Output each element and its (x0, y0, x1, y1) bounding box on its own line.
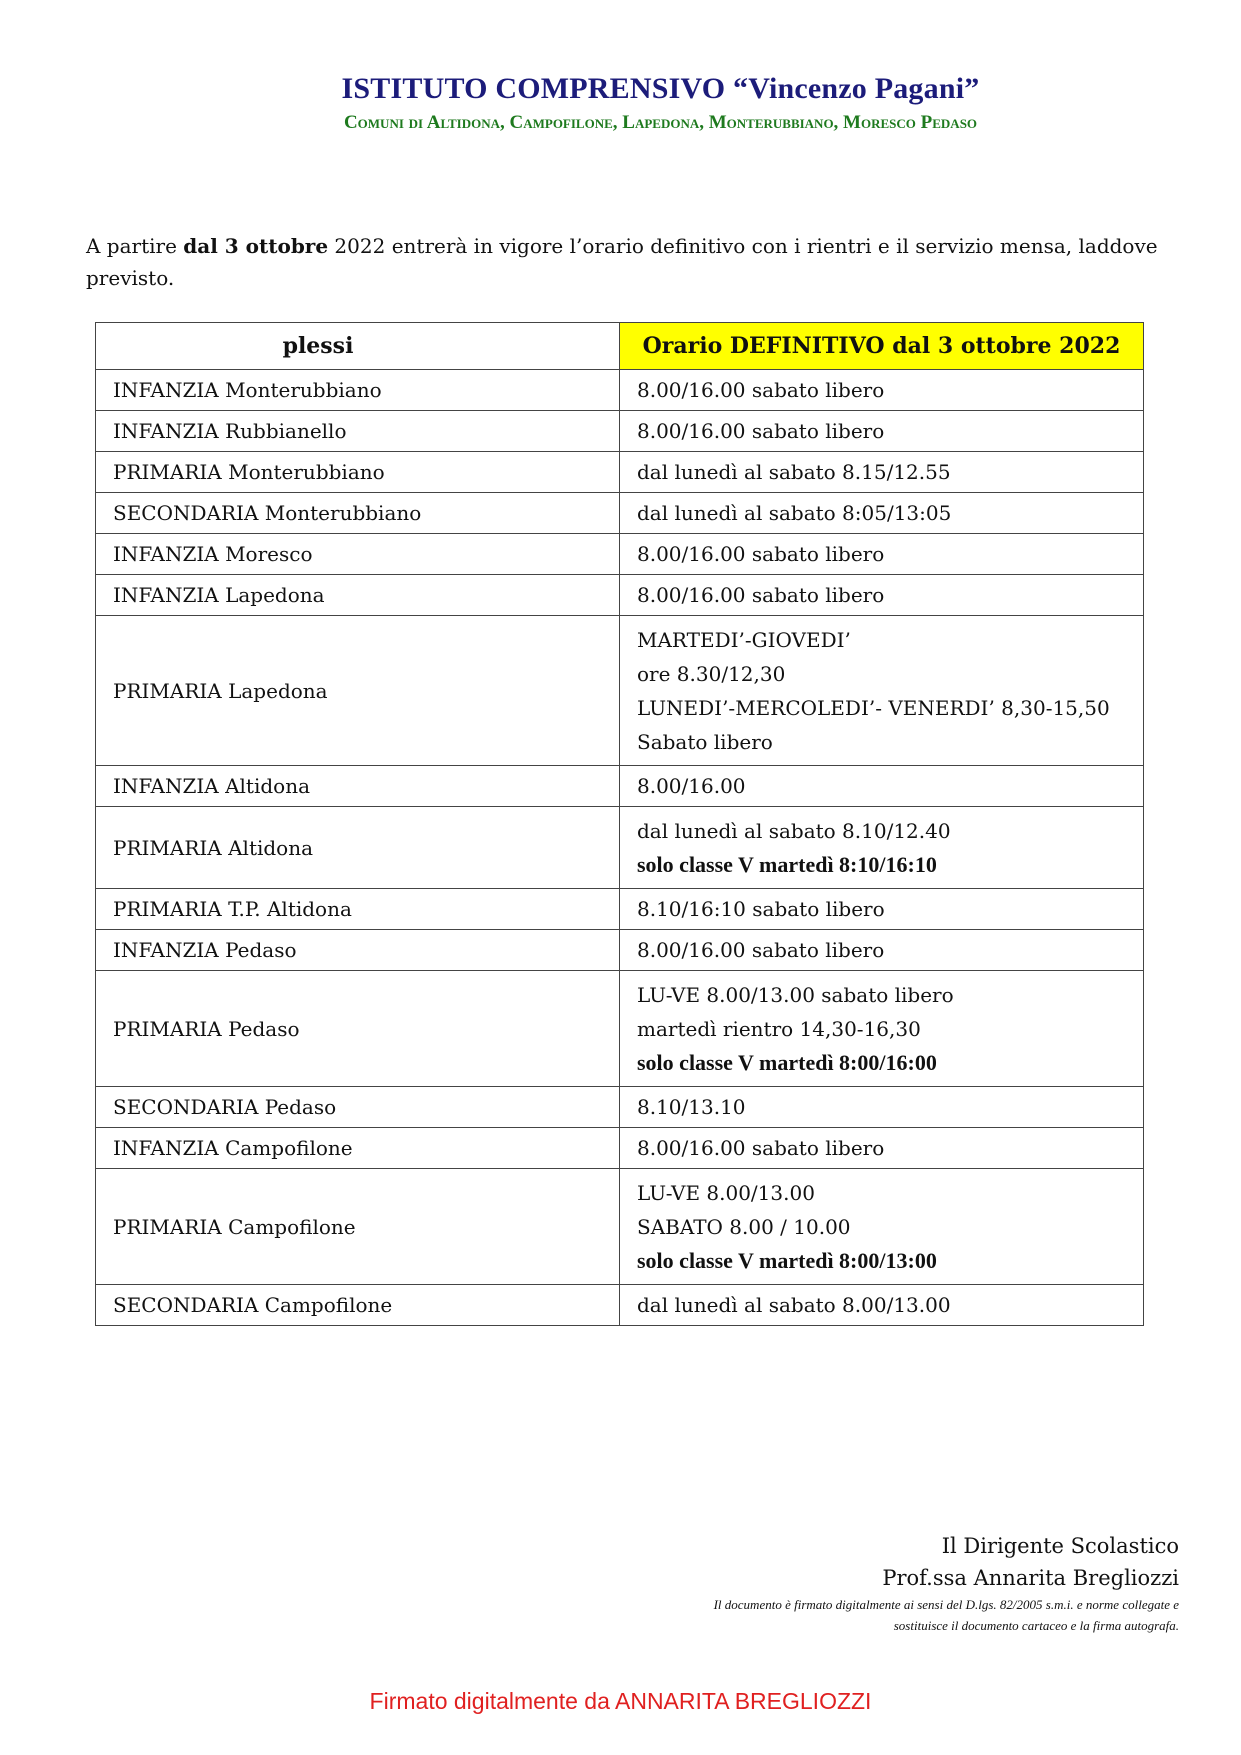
orario-line: 8.10/13.10 (637, 1095, 746, 1119)
header-orario: Orario DEFINITIVO dal 3 ottobre 2022 (620, 323, 1144, 370)
signature-role: Il Dirigente Scolastico (941, 1534, 1179, 1558)
table-row (96, 452, 1144, 493)
orario-line: ore 8.30/12,30 (637, 661, 786, 686)
institute-title: ISTITUTO COMPRENSIVO “Vincenzo Pagani” (341, 72, 980, 105)
orario-line: martedì rientro 14,30-16,30 (637, 1016, 921, 1041)
plesso-cell: INFANZIA Campofilone (96, 1128, 620, 1169)
signature-note (539, 1594, 1179, 1636)
digital-signature-stamp: Firmato digitalmente da ANNARITA BREGLIOZZI (369, 1688, 872, 1714)
orario-line: 8.00/16.00 sabato libero (637, 419, 885, 443)
orario-cell (620, 534, 1144, 575)
plesso-cell: PRIMARIA Altidona (96, 807, 620, 889)
orario-line: 8.00/16.00 sabato libero (637, 1136, 885, 1160)
orario-line: 8.00/16.00 (637, 774, 746, 798)
table-row (96, 889, 1144, 930)
table-row (96, 1169, 1144, 1285)
orario-line: 8.10/16:10 sabato libero (637, 897, 885, 921)
orario-line: LU-VE 8.00/13.00 (637, 1180, 815, 1205)
plesso-cell: INFANZIA Lapedona (96, 575, 620, 616)
table-row (96, 971, 1144, 1087)
orario-line: dal lunedì al sabato 8:05/13:05 (637, 501, 952, 525)
plesso-cell: PRIMARIA Monterubbiano (96, 452, 620, 493)
orario-line: solo classe V martedì 8:00/13:00 (637, 1247, 937, 1273)
intro-before: A partire (86, 234, 184, 258)
intro-bold: dal 3 ottobre (183, 234, 329, 258)
plesso-cell: INFANZIA Rubbianello (96, 411, 620, 452)
plesso-cell: INFANZIA Moresco (96, 534, 620, 575)
table-row (96, 493, 1144, 534)
orario-cell (620, 1128, 1144, 1169)
orario-cell (620, 616, 1144, 766)
orario-line: dal lunedì al sabato 8.10/12.40 (637, 818, 951, 843)
schedule-table (95, 322, 1144, 1326)
orario-line: 8.00/16.00 sabato libero (637, 938, 885, 962)
plesso-cell: SECONDARIA Monterubbiano (96, 493, 620, 534)
table-row (96, 766, 1144, 807)
plesso-cell: INFANZIA Altidona (96, 766, 620, 807)
orario-line: SABATO 8.00 / 10.00 (637, 1214, 851, 1239)
orario-cell (620, 889, 1144, 930)
orario-line: solo classe V martedì 8:10/16:10 (637, 851, 937, 877)
table-row (96, 370, 1144, 411)
signature-name: Prof.ssa Annarita Bregliozzi (882, 1566, 1179, 1590)
table-row (96, 930, 1144, 971)
signature-note-line1: Il documento è firmato digitalmente ai sensi del D.lgs. 82/2005 s.m.i. e norme collegate e (713, 1597, 1179, 1612)
table-header-row (96, 323, 1144, 370)
orario-cell (620, 1087, 1144, 1128)
plesso-cell: PRIMARIA Pedaso (96, 971, 620, 1087)
table-row (96, 534, 1144, 575)
signature-note-line2: sostituisce il documento cartaceo e la firma autografa. (893, 1618, 1179, 1633)
institute-subtitle: Comuni di Altidona, Campofilone, Lapedona, Monterubbiano, Moresco Pedaso (343, 112, 978, 133)
signature-block (882, 1530, 1179, 1594)
orario-cell (620, 1285, 1144, 1326)
orario-line: solo classe V martedì 8:00/16:00 (637, 1049, 937, 1075)
orario-cell (620, 971, 1144, 1087)
orario-cell (620, 452, 1144, 493)
orario-cell (620, 766, 1144, 807)
plesso-cell: SECONDARIA Pedaso (96, 1087, 620, 1128)
orario-cell (620, 807, 1144, 889)
header-plessi: plessi (96, 323, 620, 370)
orario-cell (620, 930, 1144, 971)
orario-cell (620, 493, 1144, 534)
table-row (96, 807, 1144, 889)
intro-paragraph (86, 230, 1166, 294)
plesso-cell: INFANZIA Pedaso (96, 930, 620, 971)
orario-line: 8.00/16.00 sabato libero (637, 542, 885, 566)
orario-line: LUNEDI’-MERCOLEDI’- VENERDI’ 8,30-15,50 (637, 695, 1110, 720)
orario-line: dal lunedì al sabato 8.15/12.55 (637, 460, 951, 484)
table-row (96, 1128, 1144, 1169)
plesso-cell: SECONDARIA Campofilone (96, 1285, 620, 1326)
plesso-cell: PRIMARIA T.P. Altidona (96, 889, 620, 930)
orario-line: MARTEDI’-GIOVEDI’ (637, 627, 851, 652)
intro-after: 2022 entrerà in vigore l’orario definitivo con i rientri e il servizio mensa, laddove previsto. (86, 234, 1158, 290)
plesso-cell: INFANZIA Monterubbiano (96, 370, 620, 411)
plesso-cell: PRIMARIA Lapedona (96, 616, 620, 766)
table-row (96, 616, 1144, 766)
orario-line: 8.00/16.00 sabato libero (637, 378, 885, 402)
table-row (96, 575, 1144, 616)
orario-cell (620, 575, 1144, 616)
table-body (96, 370, 1144, 1326)
orario-line: dal lunedì al sabato 8.00/13.00 (637, 1293, 951, 1317)
orario-line: Sabato libero (637, 729, 773, 754)
orario-cell (620, 370, 1144, 411)
orario-cell (620, 411, 1144, 452)
orario-line: LU-VE 8.00/13.00 sabato libero (637, 982, 954, 1007)
orario-cell (620, 1169, 1144, 1285)
table-row (96, 1285, 1144, 1326)
document-header (0, 72, 1241, 134)
plesso-cell: PRIMARIA Campofilone (96, 1169, 620, 1285)
orario-line: 8.00/16.00 sabato libero (637, 583, 885, 607)
table-row (96, 411, 1144, 452)
table-row (96, 1087, 1144, 1128)
